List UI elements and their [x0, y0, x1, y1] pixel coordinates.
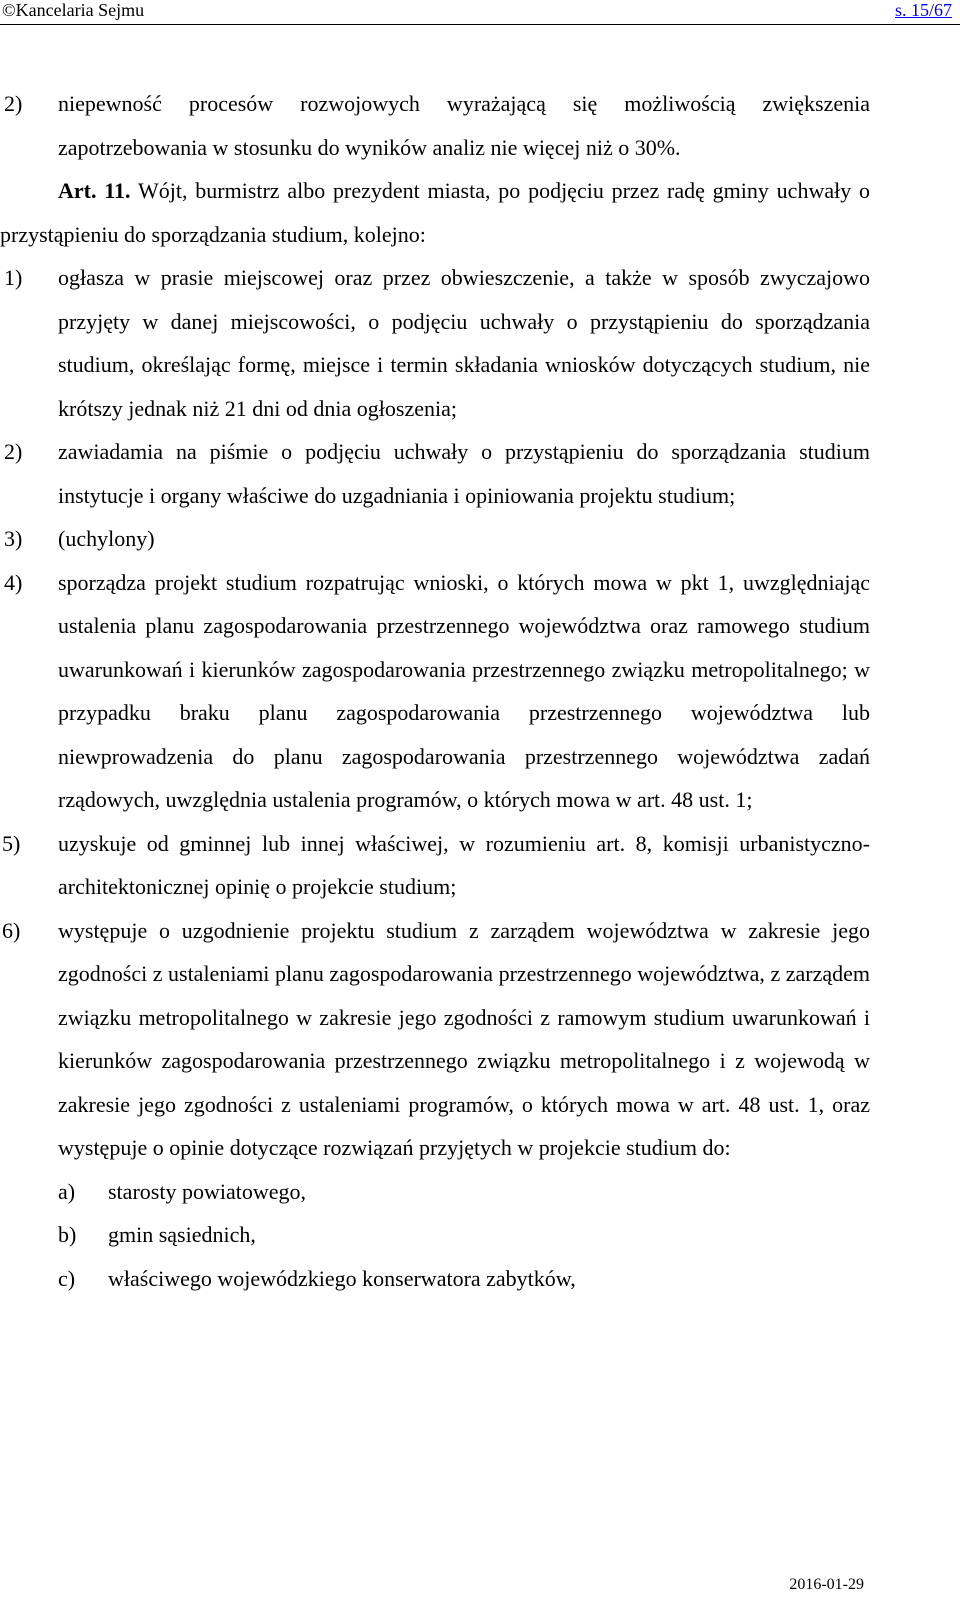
article-label: Art. 11. — [58, 178, 131, 203]
item-number: 4) — [4, 569, 23, 595]
sub-item-text: właściwego wojewódzkiego konserwatora zabytków, — [108, 1265, 576, 1291]
item-text: występuje o uzgodnienie projektu studium z zarządem województwa w zakresie jego zgodności z ustaleniami planu zagospodarowania przestrzennego województwa, z zarządem związku metropolitalnego w zakresie jego zgodności z ramowym studium uwarunkowań i kierunków zagospodarowania przestrzennego związku metropolitalnego i z wojewodą w zakresie jego zgodności z ustaleniami programów, o których mowa w art. 48 ust. 1, oraz występuje o opinie dotyczące rozwiązań przyjętych w projekcie studium do: — [58, 917, 870, 1160]
list-item-4 — [0, 561, 870, 822]
page-number-link[interactable]: s. 15/67 — [894, 0, 952, 20]
item-text: sporządza projekt studium rozpatrując wnioski, o których mowa w pkt 1, uwzględniając ustalenia planu zagospodarowania przestrzennego województwa oraz ramowego studium uwarunkowań i kierunków zagospodarowania przestrzennego związku metropolitalnego; w przypadku braku planu zagospodarowania przestrzennego województwa lub niewprowadzenia do planu zagospodarowania przestrzennego województwa zadań rządowych, uwzględnia ustalenia programów, o których mowa w art. 48 ust. 1; — [58, 569, 870, 812]
item-text: (uchylony) — [58, 526, 155, 551]
sub-item-text: starosty powiatowego, — [108, 1178, 306, 1204]
footer-date: 2016-01-29 — [789, 1576, 864, 1593]
sub-item-letter: c) — [58, 1265, 76, 1291]
list-item-2 — [0, 430, 870, 517]
item-text: zawiadamia na piśmie o podjęciu uchwały o przystąpieniu do sporządzania studium instytucje i organy właściwe do uzgadniania i opiniowania projektu studium; — [58, 439, 870, 508]
document-body — [0, 82, 870, 1300]
item-text: niepewność procesów rozwojowych wyrażającą się możliwością zwiększenia zapotrzebowania w stosunku do wyników analiz nie więcej niż o 30%. — [58, 91, 870, 160]
article-paragraph — [0, 169, 870, 256]
page-header — [0, 0, 960, 28]
article-text: Wójt, burmistrz albo prezydent miasta, po podjęciu przez radę gminy uchwały o przystąpieniu do sporządzania studium, kolejno: — [0, 178, 871, 247]
header-divider — [0, 24, 960, 25]
sub-item-letter: a) — [58, 1178, 76, 1204]
item-text: ogłasza w prasie miejscowej oraz przez obwieszczenie, a także w sposób zwyczajowo przyjęty w danej miejscowości, o podjęciu uchwały o przystąpieniu do sporządzania studium, określając formę, miejsce i termin składania wniosków dotyczących studium, nie krótszy jednak niż 21 dni od dnia ogłoszenia; — [58, 265, 870, 421]
item-number: 6) — [2, 917, 21, 943]
item-number: 2) — [4, 439, 23, 464]
list-item-3 — [0, 517, 870, 561]
sub-item-a — [58, 1170, 870, 1214]
item-number: 3) — [4, 526, 23, 551]
list-item-1 — [0, 256, 870, 430]
item-text: uzyskuje od gminnej lub innej właściwej, w rozumieniu art. 8, komisji urbanistyczno-architektonicznej opinię o projekcie studium; — [58, 830, 870, 899]
copyright-text: ©Kancelaria Sejmu — [2, 0, 145, 20]
sub-item-letter: b) — [58, 1222, 77, 1247]
item-number: 2) — [4, 91, 23, 116]
list-item-prev-2 — [0, 82, 870, 169]
sub-item-text: gmin sąsiednich, — [108, 1222, 256, 1247]
sub-item-c — [58, 1257, 870, 1301]
sub-item-b — [58, 1213, 870, 1257]
item-number: 1) — [4, 265, 23, 290]
item-number: 5) — [2, 830, 21, 856]
list-item-6 — [0, 909, 870, 1170]
list-item-5 — [0, 822, 870, 909]
